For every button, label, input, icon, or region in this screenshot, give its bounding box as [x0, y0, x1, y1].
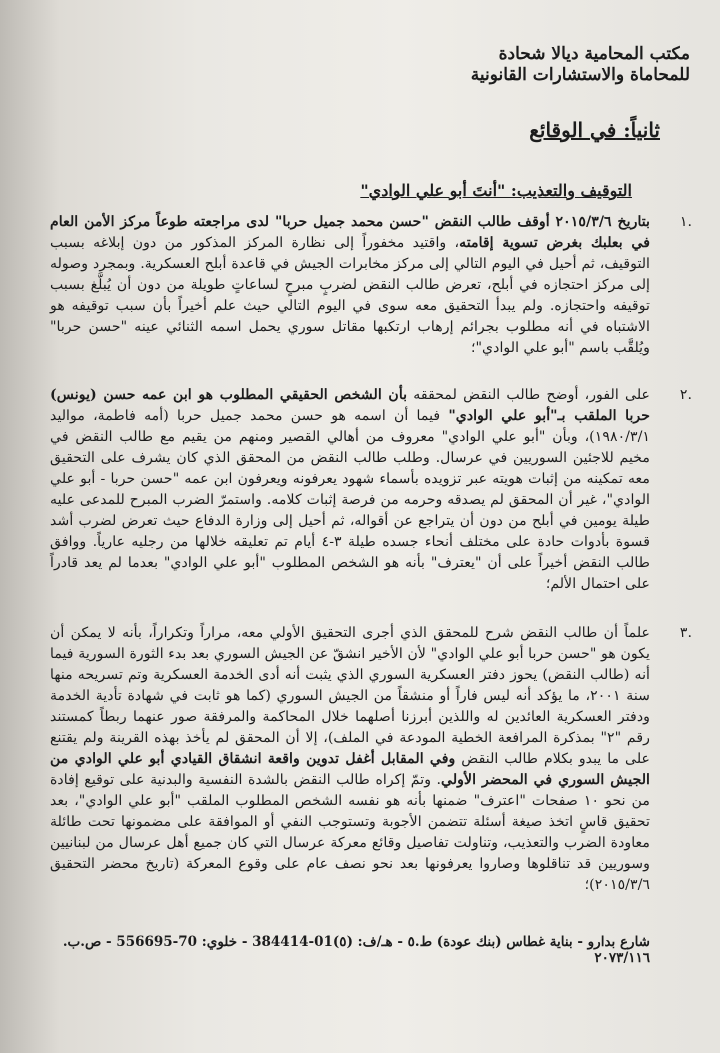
- paragraph-text: . وتمّ إكراه طالب النقض بالشدة النفسية والبدنية على توقيع إفادة من نحو ١٠ صفحات "اعترف" ضمنها بأنه هو نفسه الشخص المطلوب الملقب "أبو علي الوادي"، بعد تحقيق قاسٍ اتخذ صيغة أسئلة تتضمن الأجوبة وتستوجب النفي أو الموافقة على مضمونها تحت طائلة معاودة الضرب والتعذيب، وتناولت تفاصيل وقائع معركة عرسال التي كان جميع أهل عرسال من لبنانيين وسوريين قد تناقلوها وصاروا يعرفونها بعد نحو نصف عام على وقوع المعركة (تاريخ محضر التحقيق ٢٠١٥/٣/٦)؛: [50, 772, 650, 893]
- office-tagline: للمحاماة والاستشارات القانونية: [470, 65, 690, 85]
- section-title: ثانياً: في الوقائع: [529, 118, 660, 142]
- paragraph-3: [50, 623, 692, 896]
- paragraph-text: فيما أن اسمه هو حسن محمد جميل حربا (أمه فاطمة، مواليد ١٩٨٠/٣/١)، وبأن "أبو علي الوادي" معروف من أهالي القصير ومنهم من يقيم مع طالب النقض في مخيم للاجئين السوريين في عرسال. وطلب طالب النقض من المحقق الذي كان يشرف على التحقيق معه تمكينه من إثبات هويته عبر تزويده بأسماء شهود يعرفونه ويعرفون ابن عمه "حسن حربا - أبو علي الوادي"، غير أن المحقق لم يصدقه وحرمه من فرصة إثبات كلامه. واستمرّ الضرب المبرح للمدعى عليه طيلة يومين في أبلح من دون أن يتراجع عن أقواله، ثم أحيل إلى وزارة الدفاع حيث تعرض لضرب أشد قسوة بأدوات حادة على مختلف أنحاء جسده طيلة ٣-٤ أيام تم تعليقه خلالها من رجليه عارياً. ووافق طالب النقض أخيراً على أن "يعترف" بأنه هو الشخص المطلوب "أبو علي الوادي" بعدما لم يعد قادراً على احتمال الألم؛: [50, 408, 650, 592]
- office-name: مكتب المحامية ديالا شحادة: [498, 44, 690, 64]
- paragraph-text: على الفور، أوضح طالب النقض لمحققه: [407, 387, 650, 403]
- subheading: التوقيف والتعذيب: "أنتَ أبو علي الوادي": [360, 181, 632, 200]
- paragraph-number: .٣: [679, 625, 692, 641]
- letterhead: [290, 44, 690, 86]
- paragraph-number: .٢: [679, 387, 692, 403]
- footer-contact: شارع بدارو - بناية غطاس (بنك عودة) ط.٥ - هـ/ف: (٥)01-384414 - خلوي: 70-556695 - ص.ب. ٢٠٧٣/١١٦: [62, 934, 650, 966]
- paragraph-number: .١: [679, 214, 692, 230]
- paragraph-1: [50, 212, 692, 359]
- paragraph-2: [50, 385, 692, 595]
- paragraph-text: ، واقتيد مخفوراً إلى نظارة المركز المذكور من دون إبلاغه بسبب التوقيف، ثم أحيل في اليوم التالي إلى مركز مخابرات الجيش في قاعدة أبلح العسكرية. وبمجرد وصوله إلى مركز احتجازه في أبلح، تعرض طالب النقض لضربٍ مبرحٍ لساعاتٍ طويلة من دون أن يُبلَّغ بسبب توقيفه واحتجازه. ولم يبدأ التحقيق معه سوى في اليوم التالي حيث علم أخيراً بأن سبب توقيفه هو الاشتباه في أنه مطلوب بجرائم إرهاب ارتكبها مقاتل سوري يحمل اسمه الثنائي عينه "حسن حربا" ويُلقَّب باسم "أبو علي الوادي"؛: [50, 235, 650, 356]
- paragraph-text: علماً أن طالب النقض شرح للمحقق الذي أجرى التحقيق الأولي معه، مراراً وتكراراً، بأنه لا يمكن أن يكون هو "حسن حربا أبو علي الوادي" لأن الأخير انشقّ عن الجيش السوري بعد بدء الثورة السورية فيما أنه (طالب النقض) يحوز دفتر العسكرية السوري الذي يثبت أنه أدى الخدمة العسكرية وتم تسريحه منها سنة ٢٠٠١، ما يؤكد أنه ليس فاراً أو منشقاً من الجيش السوري (كما هو ثابت في شهادة تأدية الخدمة ودفتر العسكرية العائدين له واللذين أبرزنا أصلهما خلال المحاكمة والمرفقة صور عنهما ربطاً كمستند رقم "٢" بمذكرة المرافعة الخطية المودعة في الملف)، إلا أن المحقق لم يأخذ بهذه القرينة ولم يقتنع على ما يبدو بكلام طالب النقض: [50, 625, 650, 767]
- paragraph-bold-text: وفي المقابل أغفل تدوين واقعة انشقاق القيادي أبو علي الوادي من الجيش السوري في المحضر الأولي: [50, 751, 650, 788]
- paragraph-bold-text: بتاريخ ٢٠١٥/٣/٦ أوقف طالب النقض "حسن محمد جميل حربا" لدى مراجعته طوعاً مركز الأمن العام في بعلبك بغرض تسوية إقامته: [50, 214, 651, 251]
- paragraph-bold-text: بأن الشخص الحقيقي المطلوب هو ابن عمه حسن (يونس) حربا الملقب بـ"أبو علي الوادي": [50, 387, 651, 424]
